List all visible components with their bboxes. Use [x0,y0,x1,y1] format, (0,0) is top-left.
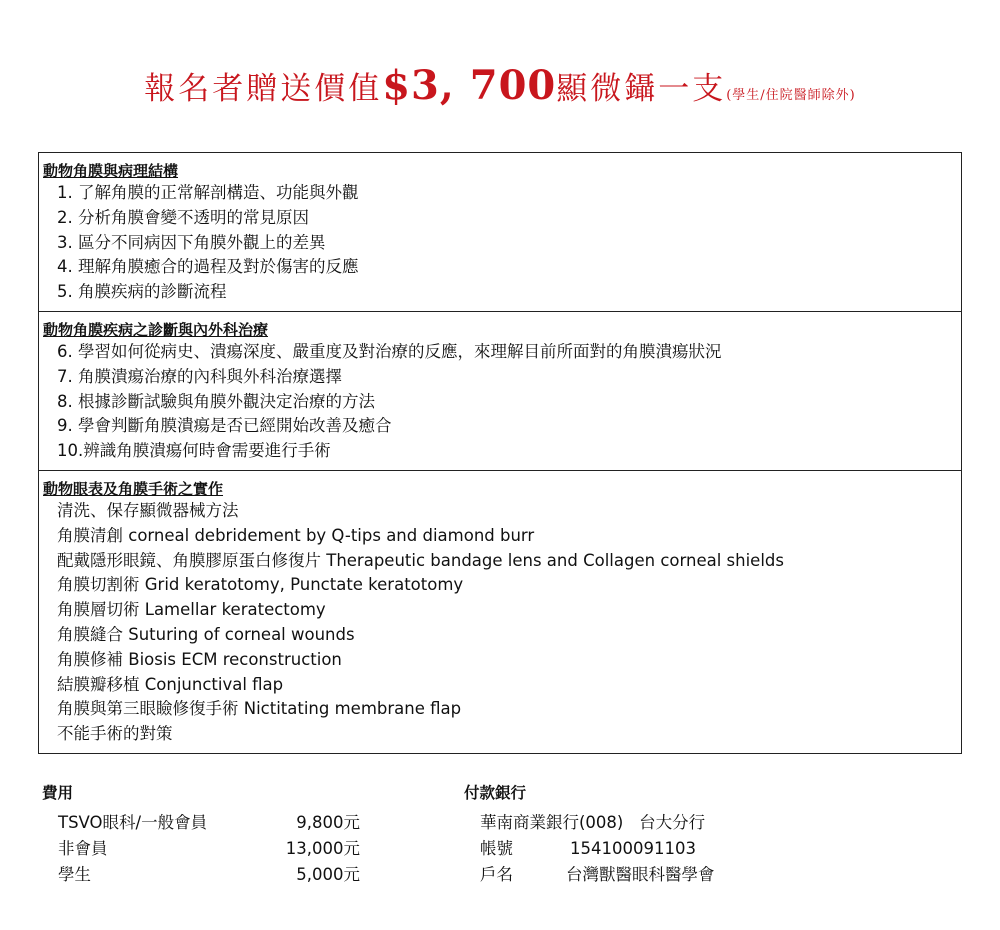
list-item: 角膜層切術 Lamellar keratectomy [57,600,326,620]
bank-title: 付款銀行 [464,784,527,802]
bank-holder-row [464,862,944,888]
bank-block [464,782,944,888]
list-item: 不能手術的對策 [57,724,173,744]
section-title: 動物角膜疾病之診斷與內外科治療 [43,320,269,339]
account-label: 帳號 [480,839,513,858]
fee-label: 非會員 [58,839,108,858]
holder-label: 戶名 [480,865,513,884]
fees-title: 費用 [42,784,74,802]
section-cornea-pathology [39,153,961,312]
fee-row [42,810,442,836]
section-surgery-practice [39,471,961,753]
fee-label: 學生 [58,865,91,884]
fee-value: 5,000元 [296,865,360,884]
list-item: 角膜修補 Biosis ECM reconstruction [57,649,342,669]
list-item: 角膜縫合 Suturing of corneal wounds [57,624,355,644]
list-item: 3. 區分不同病因下角膜外觀上的差異 [57,232,326,252]
account-number: 154100091103 [570,839,696,858]
list-item: 5. 角膜疾病的診斷流程 [57,282,227,302]
fee-label: TSVO眼科/一般會員 [58,813,208,832]
fees-block [42,782,442,888]
list-item: 7. 角膜潰瘍治療的內科與外科治療選擇 [57,366,342,386]
list-item: 結膜瓣移植 Conjunctival flap [57,674,284,694]
headline-note: (學生/住院醫師除外) [726,88,856,103]
course-outline-table [38,152,962,754]
list-item: 9. 學會判斷角膜潰瘍是否已經開始改善及癒合 [57,416,392,436]
headline-suffix: 顯微鑷一支 [556,71,727,107]
bank-name-row [464,810,944,836]
list-item: 6. 學習如何從病史、潰瘍深度、嚴重度及對治療的反應，來理解目前所面對的角膜潰瘍狀況 [57,341,722,361]
bank-name: 華南商業銀行(008) 台大分行 [480,813,706,832]
list-item: 角膜切割術 Grid keratotomy, Punctate keratotomy [57,575,464,595]
bank-account-row [464,836,944,862]
list-item: 配戴隱形眼鏡、角膜膠原蛋白修復片 Therapeutic bandage lens and Collagen corneal shields [57,550,784,570]
holder-name: 台灣獸醫眼科醫學會 [566,865,715,884]
headline-main: 報名者贈送價值 [144,71,383,107]
fee-row [42,862,442,888]
list-item: 2. 分析角膜會變不透明的常見原因 [57,207,309,227]
section-title: 動物角膜與病理結構 [43,162,179,180]
list-item: 4. 理解角膜癒合的過程及對於傷害的反應 [57,257,359,277]
list-item: 角膜與第三眼瞼修復手術 Nictitating membrane flap [57,699,462,719]
headline-amount: $3, 700 [382,62,557,109]
list-item: 清洗、保存顯微器械方法 [57,500,239,520]
list-item: 8. 根據診斷試驗與角膜外觀決定治療的方法 [57,391,375,411]
list-item: 10.辨識角膜潰瘍何時會需要進行手術 [57,441,331,461]
section-title: 動物眼表及角膜手術之實作 [43,479,224,498]
fee-row [42,836,442,862]
fee-value: 13,000元 [285,839,360,858]
fee-value: 9,800元 [296,813,360,832]
list-item: 1. 了解角膜的正常解剖構造、功能與外觀 [57,183,359,202]
list-item: 角膜清創 corneal debridement by Q-tips and diamond burr [57,525,535,545]
section-diagnosis-treatment [39,312,961,471]
promo-headline [0,62,1000,109]
